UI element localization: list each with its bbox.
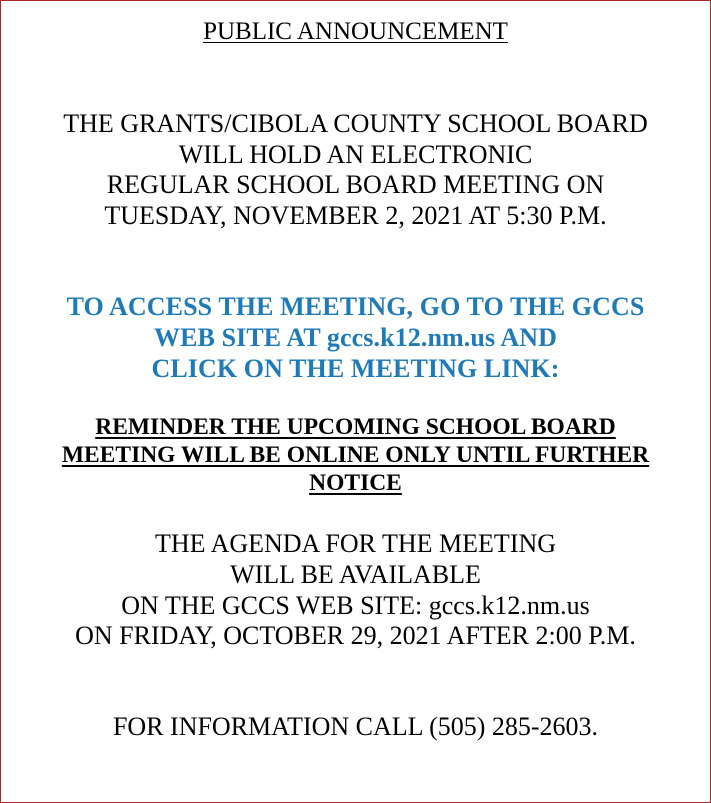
meeting-line-4: TUESDAY, NOVEMBER 2, 2021 AT 5:30 P.M. [104,201,607,230]
reminder-line-3: NOTICE [309,470,402,496]
access-line-2: WEB SITE AT gccs.k12.nm.us AND [154,323,557,352]
meeting-line-2: WILL HOLD AN ELECTRONIC [178,140,533,169]
agenda-line-2: WILL BE AVAILABLE [230,560,481,589]
announcement-title: PUBLIC ANNOUNCEMENT [203,18,508,45]
meeting-line-3: REGULAR SCHOOL BOARD MEETING ON [106,170,605,199]
agenda-line-3: ON THE GCCS WEB SITE: gccs.k12.nm.us [121,591,590,620]
access-line-3: CLICK ON THE MEETING LINK: [151,354,560,383]
agenda-line-4: ON FRIDAY, OCTOBER 29, 2021 AFTER 2:00 P.M. [75,621,636,650]
reminder-line-1: REMINDER THE UPCOMING SCHOOL BOARD [95,414,616,440]
access-line-1: TO ACCESS THE MEETING, GO TO THE GCCS [66,292,645,321]
meeting-line-1: THE GRANTS/CIBOLA COUNTY SCHOOL BOARD [63,109,648,138]
agenda-line-1: THE AGENDA FOR THE MEETING [154,529,557,558]
reminder-line-2: MEETING WILL BE ONLINE ONLY UNTIL FURTHER [61,442,650,468]
info-line: FOR INFORMATION CALL (505) 285-2603. [112,712,599,741]
